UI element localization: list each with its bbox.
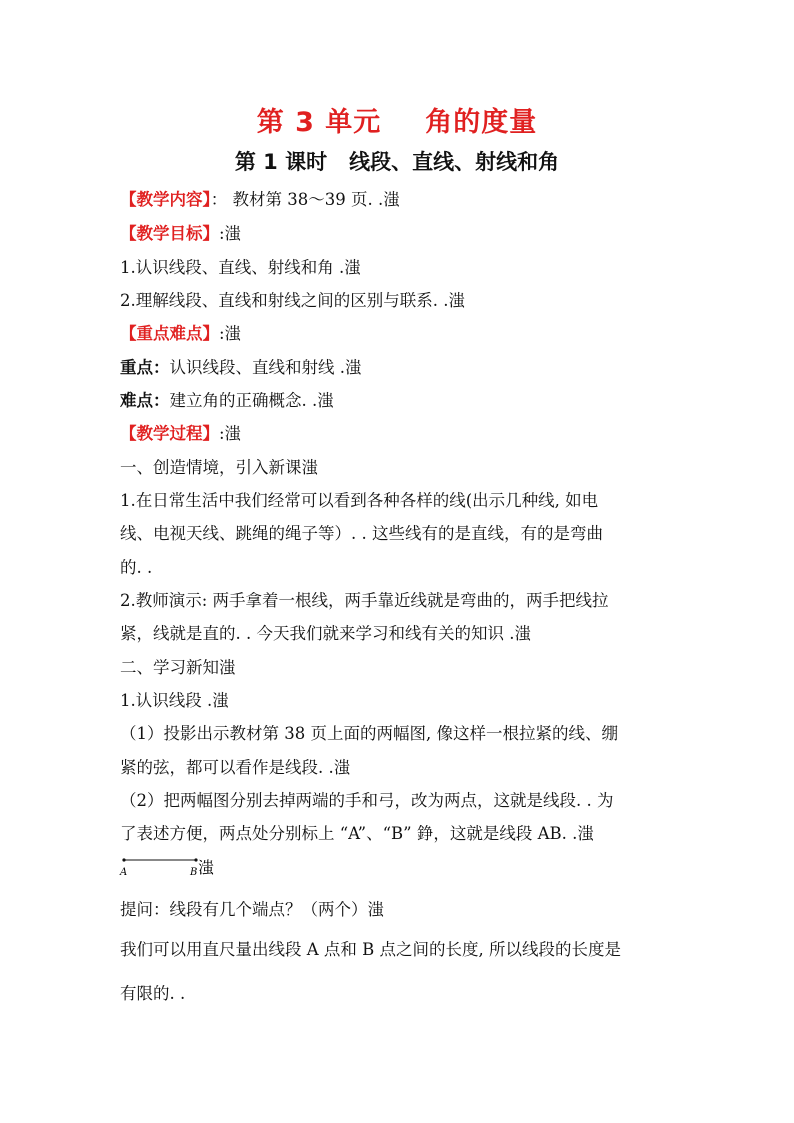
paragraph-line: 线、电视天线、跳绳的绳子等）. . 这些线有的是直线，有的是弯曲: [120, 524, 603, 543]
goal-item-2: 2.理解线段、直线和射线之间的区别与联系. .滍: [120, 291, 465, 310]
label-a: A: [120, 867, 128, 878]
label-b: B: [190, 867, 198, 878]
paragraph-line: 紧，线就是直的. . 今天我们就来学习和线有关的知识 .滍: [120, 624, 531, 643]
paragraph-line: 了表述方便，两点处分别标上 “A”、“B” 錚，这就是线段 AB. .滍: [120, 824, 594, 843]
bold-label: 难点：: [120, 391, 170, 410]
paragraph-line: 1.在日常生活中我们经常可以看到各种各样的线(出示几种线, 如电: [120, 491, 599, 510]
paragraph-line: （1）投影出示教材第 38 页上面的两幅图, 像这样一根拉紧的线、绷: [120, 724, 618, 743]
unit-number: 第 3 单元: [256, 107, 382, 138]
teaching-process-heading: [120, 422, 241, 446]
key-point-line: [120, 356, 362, 380]
section-label: 【教学目标】: [120, 224, 219, 243]
lesson-number: 第 1 课时: [234, 150, 328, 174]
line-text: 认识线段、直线和射线 .滍: [169, 358, 362, 377]
paragraph-line: （2）把两幅图分别去掉两端的手和弓，改为两点，这就是线段. . 为: [120, 791, 614, 810]
figure-mark: 滍: [198, 858, 215, 877]
teaching-goals-heading: [120, 222, 241, 246]
bold-label: 重点：: [120, 358, 170, 377]
unit-name: 角的度量: [425, 107, 538, 138]
section-two-heading: 二、学习新知滍: [120, 658, 236, 677]
unit-title: [0, 100, 794, 139]
paragraph-line: 紧的弦，都可以看作是线段. .滍: [120, 758, 351, 777]
line-segment-figure: [118, 853, 238, 881]
paragraph-line: 的. .: [120, 558, 153, 577]
section-label: 【教学过程】: [120, 424, 219, 443]
goal-item-1: 1.认识线段、直线、射线和角 .滍: [120, 258, 361, 277]
endpoint-a: [122, 858, 125, 861]
line-text: ： 教材第 38～39 页. .滍: [210, 190, 400, 209]
lesson-name: 线段、直线、射线和角: [349, 150, 560, 174]
difficulty-line: [120, 389, 334, 413]
line-text: :滍: [219, 224, 242, 243]
lesson-title: [0, 146, 794, 176]
key-points-heading: [120, 322, 241, 346]
paragraph-line: 有限的. .: [120, 984, 186, 1003]
line-text: :滍: [219, 424, 242, 443]
subsection-heading: 1.认识线段 .滍: [120, 691, 229, 710]
section-label: 【重点难点】: [120, 324, 219, 343]
paragraph-line: 我们可以用直尺量出线段 A 点和 B 点之间的长度, 所以线段的长度是: [120, 940, 622, 959]
line-text: :滍: [219, 324, 242, 343]
line-segment-diagram: [118, 853, 238, 881]
line-text: 建立角的正确概念. .滍: [169, 391, 334, 410]
teaching-content-line: [120, 188, 400, 212]
question-line: 提问：线段有几个端点？（两个）滍: [120, 900, 384, 919]
section-one-heading: 一、创造情境，引入新课滍: [120, 458, 318, 477]
section-label: 【教学内容】: [120, 190, 211, 209]
paragraph-line: 2.教师演示: 两手拿着一根线，两手靠近线就是弯曲的，两手把线拉: [120, 591, 609, 610]
